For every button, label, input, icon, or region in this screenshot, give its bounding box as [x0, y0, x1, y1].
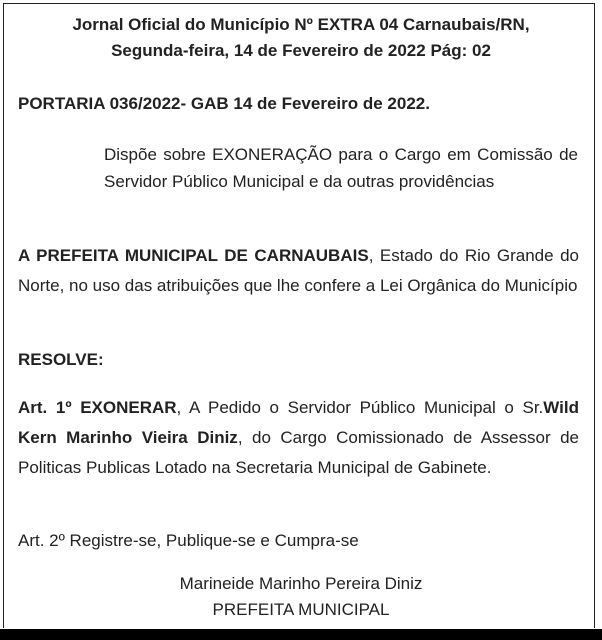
article-1-servant-name: Wild Kern Marinho Vieira Diniz — [18, 398, 579, 447]
bottom-black-bar — [0, 629, 602, 640]
ementa-paragraph: Dispõe sobre EXONERAÇÃO para o Cargo em Comissão de Servidor Público Municipal e da outras providências — [104, 145, 578, 191]
signatory-name: Marineide Marinho Pereira Diniz — [179, 574, 423, 593]
article-1-heading: Art. 1º EXONERAR — [18, 398, 177, 417]
signatory-title: PREFEITA MUNICIPAL — [212, 600, 390, 619]
preamble-authority: A PREFEITA MUNICIPAL DE CARNAUBAIS — [18, 246, 369, 265]
journal-header — [0, 12, 602, 64]
article-1-text-a: , A Pedido o Servidor Público Municipal o Sr. — [176, 398, 544, 417]
article-2: Art. 2º Registre-se, Publique-se e Cumpra-se — [18, 531, 359, 550]
article-1-text-b: , do Cargo Comissionado de Assessor de Politicas Publicas Lotado na Secretaria Municipal de Gabinete. — [18, 428, 579, 477]
resolve-heading: RESOLVE: — [18, 350, 104, 369]
header-line-1: Jornal Oficial do Município Nº EXTRA 04 Carnaubais/RN, — [72, 15, 530, 34]
preamble-paragraph — [18, 241, 579, 301]
portaria-title: PORTARIA 036/2022- GAB 14 de Fevereiro de 2022. — [18, 94, 430, 113]
article-1 — [18, 393, 579, 483]
signature-block — [0, 571, 602, 623]
header-line-2: Segunda-feira, 14 de Fevereiro de 2022 Pág: 02 — [111, 41, 491, 60]
preamble-text: , Estado do Rio Grande do Norte, no uso das atribuições que lhe confere a Lei Orgânica do Município — [18, 246, 579, 295]
